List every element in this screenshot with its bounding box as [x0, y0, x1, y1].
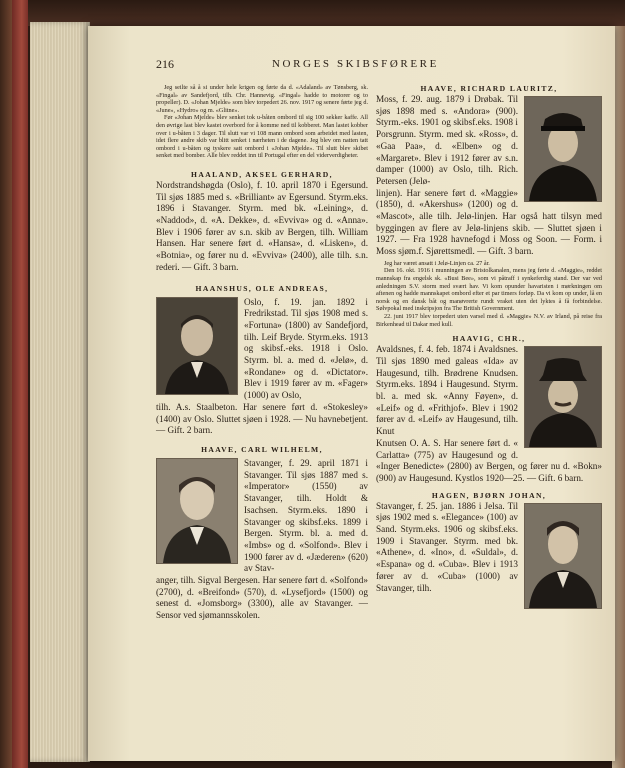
entry-text-haavig-side: Avaldsnes, f. 4. feb. 1874 i Avaldsnes. Til sjøs 1890 med galeas «Ida» av Haugesund, tilh. Brødrene Knudsen. Styrm.eks. 1894 i Haugesund. Styrm. bl. a. med sk. «Anny Føyen», d. «Leif» og d. «Frithjof». Blev i 1902 fører av d. «Leif» av Haugesund, tilh. Knut: [376, 344, 518, 437]
entry-name-haave-richard: HAAVE, RICHARD LAURITZ,: [420, 84, 558, 93]
portrait-haave-richard-photo: [525, 97, 601, 201]
portrait-haavig-photo: [525, 347, 601, 447]
note-paragraph-1: Jeg har været ansatt i Jelø-Linjen ca. 27 år.: [384, 259, 490, 267]
entry-text-haave-carl-full: anger, tilh. Sigval Bergesen. Har senere ført d. «Solfond» (2700), d. «Breifond» (570), d. «Lysefjord» (1500) og senest d. «Jomsborg» (3300), alle av Stavanger. — Sensor ved sjømannsskolen.: [156, 575, 368, 621]
portrait-haanshus: [156, 297, 238, 395]
portrait-haavig: [524, 346, 602, 448]
running-title: NORGES SKIBSFØRERE: [272, 58, 439, 70]
entry-name-haanshus: HAANSHUS, OLE ANDREAS,: [195, 283, 329, 293]
portrait-haave-richard: [524, 96, 602, 202]
book-cover-top: [0, 0, 625, 26]
entry-name-haaland: HAALAND, AKSEL GERHARD,: [191, 169, 333, 179]
portrait-haave-carl: [156, 458, 238, 564]
entry-text-haave-richard-full: linjen). Har senere ført d. «Maggie» (1850), d. «Akershus» (1200) og d. «Mascot», alle tilh. Jelø-linjen. Har også hatt tilsyn med byggingen av flere av Jelø-linjens skib. — Sluttet sjøen i 1927. — Fra 1928 havnefogd i Moss og Soon. — Form. i Moss sjøm.f. Sjørettsmedl. — Gift. 3 barn.: [376, 187, 602, 257]
intro-paragraph-1: Jeg seilte så å si under hele krigen og førte da d. «Adaland» av Tønsberg, sk. «Fingal» av Sandefjord, tilh. Chr. Hannevig. «Fingal» hadde to motorer og to propeller). D. «Johan Mjelde» som blev torpedert 26. nov. 1917 og senere førte jeg d. «June», «Hydro» og m. «Glitne».: [156, 84, 368, 114]
entry-text-haavig-full: Knutsen O. A. S. Har senere ført d. « Carlatta» (775) av Haugesund og d. «Inger Benedicte» (2800) av Bergen, og fører nu d. «Bokn» (900) av Haugesund. Kystlos 1920—25. — Gift. 6 barn.: [376, 437, 602, 483]
page-header: [156, 57, 606, 73]
entry-text-hagen-side: Stavanger, f. 25. jan. 1886 i Jelsa. Til sjøs 1902 med s. «Elegance» (100) av Sand. Styrm.eks. 1906 og skibsf.eks. 1909 i Stavanger. Styrm. med bk. «Athene», d. «Ino», d. «Suldal», d. «Espana» og d. «Cuba». Blev i 1913 fører av d. «Cuba» (1000) av Stavanger, tilh.: [376, 500, 518, 593]
entry-text-haanshus-side: Oslo, f. 19. jan. 1892 i Fredrikstad. Til sjøs 1908 med s. «Fortuna» (1800) av Sandefjord, tilh. Leif Bryde. Styrm.eks. 1913 og skibsf.-eks. 1918 i Oslo. Styrm. bl. a. med d. «Jelø», d. «Rondane» og d. «Dictator». Blev i 1919 fører av m. «Fager» (1000) av Oslo,: [244, 296, 368, 401]
right-column: [376, 84, 602, 611]
entry-name-hagen: HAGEN, BJØRN JOHAN,: [431, 490, 547, 500]
entry-name-haave-carl: HAAVE, CARL WILHELM,: [201, 445, 323, 454]
entry-text-haave-richard-side: Moss, f. 29. aug. 1879 i Drøbak. Til sjøs 1898 med s. «Andora» (900). Styrm.-eks. 1901 og skibsf.eks. 1908 i Porsgrunn. Styrm. med sk. «Ross», d. «Gaa Paa», d. «Elben» og d. «Margaret». Blev i 1912 fører av s.n. damper (1000) av Oslo, tilh. Rich. Petersen (Jelø-: [376, 94, 518, 186]
note-paragraph-3: 22. juni 1917 blev torpedert uten varsel med d. «Maggie» N.V. av Irland, på reise fra Birkenhead til Dakar med kull.: [376, 313, 602, 328]
portrait-haanshus-photo: [157, 298, 237, 394]
intro-paragraph-2: Før «Johan Mjelde» blev senket tok u-båten ombord til sig 100 sekker kaffe. All den øvrige last blev kastet overbord for å komme ned til kobberet. Man lastet kobber over i u-båten i 3 dager. Til slutt var vi 108 mann ombord som arbeidet med lasten, idet flere andre skib var blitt senket i nærheten i de dagene. Jeg blev om natten tatt ombord i u-båten og tyskere satt ombord i «Johan Mjelde». Til slutt blev skibet senket med bomber. Alle blev reddet inn til Portugal efter en del viderverdigheter.: [156, 114, 368, 160]
page-number: 216: [156, 57, 174, 71]
page-stack-edge: [30, 22, 90, 762]
binding-edge: [12, 0, 28, 768]
entry-text-haave-carl-side: Stavanger, f. 29. april 1871 i Stavanger. Til sjøs 1887 med s. «Imperator» (1550) av Stavanger, tilh. Holdt & Isachsen. Styrm.eks. 1890 i Stavanger og skibsf.eks. 1899 i Bergen. Styrm. bl. a. med d. «Imbs» og d. «Solfond». Blev i 1900 fører av d. «Jæderen» (620) av Stav-: [244, 458, 368, 574]
note-paragraph-2: Den 16. okt. 1916 i munningen av Bristolkanalen, mens jeg førte d. «Maggie», reddet mannskap fra engelsk sk. «Busi Bee», som vi påtraff i synkeferdig stand. Der var ved anledningen S.V. storm med svært hav. Vi kom opunder havaristen i mørkningen om aftenen og hadde mannskapet ombord efter et par timers forløp. Da vi kom op under, lå en norsk og en dansk båt og manøvrerte rundt vraket uten det lyktes å få forbindelse. Sølvpokal med inskripsjon fra The British Government.: [376, 267, 602, 313]
entry-text-haanshus-full: tilh. A.s. Staalbeton. Har senere ført d. «Stokesley» (1400) av Oslo. Sluttet sjøen i 1928. — Nu havnebetjent. — Gift. 2 barn.: [156, 401, 368, 436]
entry-name-haavig: HAAVIG, CHR.,: [452, 334, 526, 344]
entry-text-haaland: Nordstrandshøgda (Oslo), f. 10. april 1870 i Egersund. Til sjøs 1885 med s. «Brilliant» av Egersund. Styrm.eks. 1896 i Stavanger. Styrm. med bk. «Leining», d. «Naddod», d. «A. Dekke», d. «Evviva» og d. «Anna». Blev i 1906 fører av s.n. skib av Bergen, tilh. William Hansen. Har senere ført d. «Hansa», d. «Lisken», d. «Botnia», og fører nu d. «Evviva» (2400), alle tilh. s.n. rederi. — Gift. 3 barn.: [156, 179, 368, 272]
portrait-haave-carl-photo: [157, 459, 237, 563]
portrait-hagen-photo: [525, 504, 601, 608]
portrait-hagen: [524, 503, 602, 609]
left-column: [156, 84, 368, 622]
